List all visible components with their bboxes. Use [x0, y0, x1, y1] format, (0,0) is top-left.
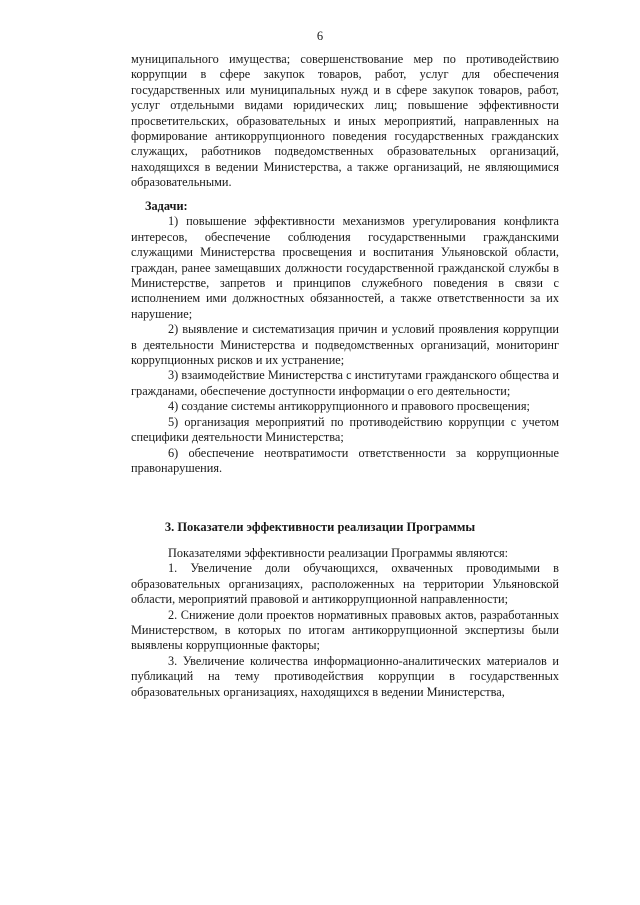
tasks-section — [131, 199, 559, 476]
indicators-section — [131, 546, 559, 700]
task-item: 2) выявление и систематизация причин и условий проявления коррупции в деятельности Министерства и подведомственных организаций, мониторинг коррупционных рисков и их устранение; — [131, 322, 559, 368]
indicator-item: 1. Увеличение доли обучающихся, охваченных проводимыми в образовательных организациях, расположенных на территории Ульяновской области, мероприятий правовой и антикоррупционной направленности; — [131, 561, 559, 607]
task-item: 4) создание системы антикоррупционного и правового просвещения; — [168, 399, 530, 414]
tasks-heading: Задачи: — [145, 199, 188, 213]
task-item: 5) организация мероприятий по противодействию коррупции с учетом специфики деятельности Министерства; — [131, 414, 559, 445]
indicator-item: 3. Увеличение количества информационно-аналитических материалов и публикаций на тему противодействия коррупции в государственных образовательных организациях, находящихся в ведении Министерства, — [131, 653, 559, 699]
indicator-item: 2. Снижение доли проектов нормативных правовых актов, разработанных Министерством, в которых по итогам антикоррупционной экспертизы были выявлены коррупционные факторы; — [131, 607, 559, 653]
task-item: 1) повышение эффективности механизмов урегулирования конфликта интересов, обеспечение соблюдения государственными гражданскими служащими Министерства просвещения и воспитания Ульяновской области, граждан, ранее замещавших должности государственной гражданской службы в Министерстве, запретов и принципов служебного поведения в связи с исполнением ими должностных обязанностей, а также ответственности за их нарушение; — [131, 214, 559, 321]
intro-paragraph: муниципального имущества; совершенствование мер по противодействию коррупции в сфере закупок товаров, работ, услуг для обеспечения государственных или муниципальных нужд и в сфере закупок товаров, работ, услуг отдельными видами юридических лиц; повышение эффективности просветительских, образовательных и иных мероприятий, направленных на формирование антикоррупционного поведения государственных гражданских служащих, работников подведомственных образовательных организаций, находящихся в ведении Министерства, а также организаций, не являющимися образовательными. — [131, 52, 559, 190]
page-number: 6 — [316, 29, 324, 43]
intro-paragraph-block — [131, 52, 559, 191]
task-item: 6) обеспечение неотвратимости ответственности за коррупционные правонарушения. — [131, 445, 559, 475]
section-heading: 3. Показатели эффективности реализации Программы — [164, 520, 476, 534]
task-item: 3) взаимодействие Министерства с институтами гражданского общества и гражданами, обеспечение доступности информации о его деятельности; — [131, 368, 559, 398]
indicators-lead: Показателями эффективности реализации Программы являются: — [168, 546, 509, 560]
